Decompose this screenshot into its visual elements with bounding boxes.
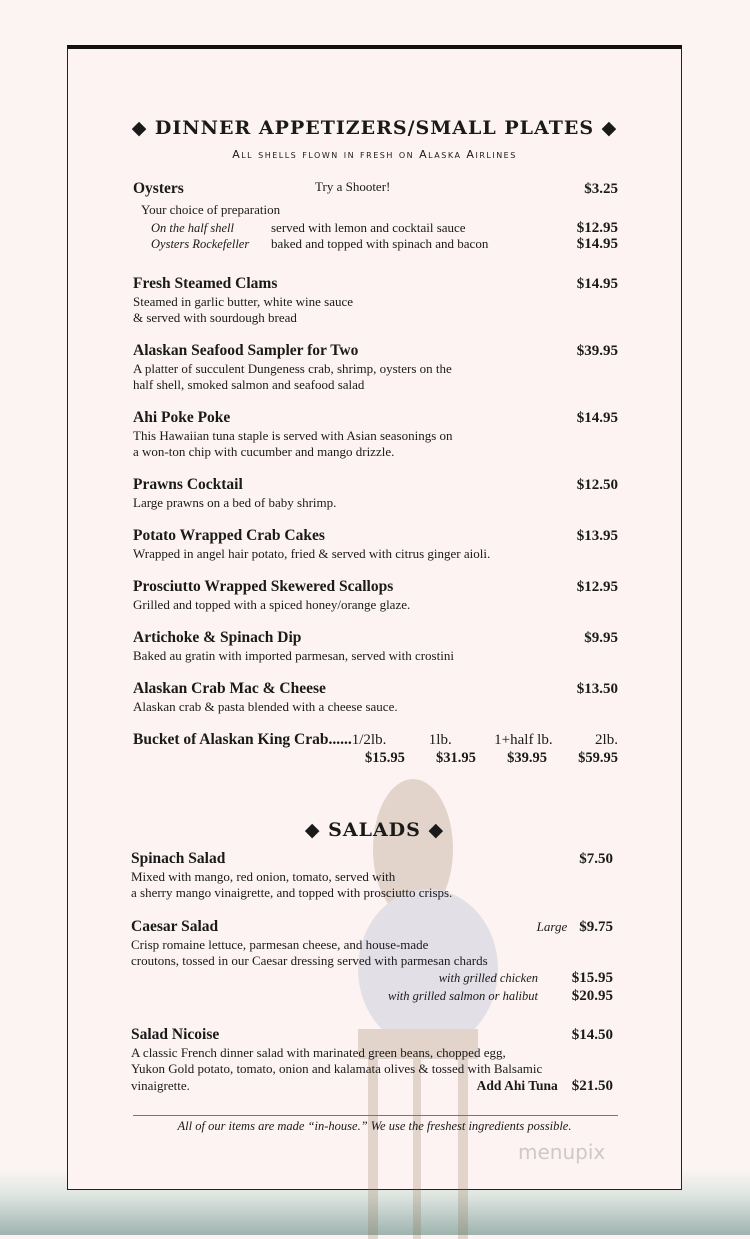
item-name: Prawns Cocktail <box>133 476 243 493</box>
item-name: Bucket of Alaskan King Crab...... <box>133 731 352 748</box>
item-extra-row <box>131 1077 613 1096</box>
item-price: $7.50 <box>579 851 613 867</box>
item-desc: croutons, tossed in our Caesar dressing served with parmesan chards <box>131 953 488 968</box>
item-desc: vinaigrette. <box>131 1078 190 1093</box>
price-group <box>572 1026 613 1045</box>
menu-page <box>67 45 682 1190</box>
item-desc: a won-ton chip with cucumber and mango drizzle. <box>133 444 395 459</box>
item-header <box>131 917 613 937</box>
extra-label: Add Ahi Tuna <box>476 1078 558 1093</box>
addon-label: with grilled salmon or halibut <box>387 989 538 1003</box>
item-price: $9.95 <box>584 630 618 646</box>
item-header <box>133 526 618 546</box>
menu-item <box>133 628 618 664</box>
menu-item <box>131 917 613 1005</box>
item-price: $12.95 <box>576 579 618 595</box>
appetizers-subtitle: All shells flown in fresh on Alaska Airlines <box>232 148 517 161</box>
item-header <box>131 1025 613 1045</box>
option-desc: served with lemon and cocktail sauce <box>271 220 466 235</box>
crab-size: 1/2lb. <box>351 732 387 748</box>
watermark: menupix <box>518 1140 606 1164</box>
addon-row <box>131 969 613 987</box>
item-header <box>133 475 618 495</box>
item-desc: & served with sourdough bread <box>133 310 297 325</box>
item-header <box>133 341 618 361</box>
option-style: On the half shell <box>151 221 234 235</box>
item-desc: Mixed with mango, red onion, tomato, served with <box>131 869 396 884</box>
item-price: $12.50 <box>576 477 618 493</box>
footer-divider <box>133 1115 618 1116</box>
footer-note: All of our items are made “in-house.” We use the freshest ingredients possible. <box>177 1119 572 1133</box>
item-note: Try a Shooter! <box>315 179 391 194</box>
oyster-option <box>133 236 618 252</box>
item-price: $14.50 <box>571 1027 613 1043</box>
item-desc: A platter of succulent Dungeness crab, shrimp, oysters on the <box>133 361 452 376</box>
addon-price: $15.95 <box>571 970 613 986</box>
menu-item <box>131 1025 613 1096</box>
item-price: $14.95 <box>576 276 618 292</box>
item-desc: Crisp romaine lettuce, parmesan cheese, and house-made <box>131 937 429 952</box>
item-name: Potato Wrapped Crab Cakes <box>133 527 325 544</box>
item-header <box>133 577 618 597</box>
item-price: $14.95 <box>576 410 618 426</box>
item-name: Alaskan Crab Mac & Cheese <box>133 680 326 697</box>
item-header <box>133 679 618 699</box>
item-name: Spinach Salad <box>131 850 226 867</box>
addon-price: $20.95 <box>571 988 613 1004</box>
addon-row <box>131 987 613 1005</box>
item-desc: Alaskan crab & pasta blended with a cheese sauce. <box>133 699 398 714</box>
option-desc: baked and topped with spinach and bacon <box>271 236 489 251</box>
item-name: Prosciutto Wrapped Skewered Scallops <box>133 578 394 595</box>
menu-item <box>133 475 618 511</box>
item-header <box>133 274 618 294</box>
menu-item <box>133 274 618 326</box>
menu-item <box>133 526 618 562</box>
item-name: Artichoke & Spinach Dip <box>133 629 302 646</box>
appetizers-heading: ◆ DINNER APPETIZERS/SMALL PLATES ◆ <box>131 117 618 139</box>
item-price: $3.25 <box>584 181 618 197</box>
item-name: Salad Nicoise <box>131 1026 220 1043</box>
item-price: $13.50 <box>576 681 618 697</box>
item-desc: Your choice of preparation <box>141 202 281 217</box>
addon-label: with grilled chicken <box>438 971 538 985</box>
item-desc: Wrapped in angel hair potato, fried & served with citrus ginger aioli. <box>133 546 491 561</box>
menu-item-king-crab-bucket <box>133 730 618 767</box>
item-name: Alaskan Seafood Sampler for Two <box>133 342 359 359</box>
crab-price: $15.95 <box>365 750 405 766</box>
appetizers-list <box>133 179 618 782</box>
option-price: $12.95 <box>576 220 618 236</box>
item-desc: Yukon Gold potato, tomato, onion and kalamata olives & tossed with Balsamic <box>131 1061 543 1076</box>
item-desc: a sherry mango vinaigrette, and topped with prosciutto crisps. <box>131 885 453 900</box>
extra-group <box>477 1077 613 1096</box>
item-price: $39.95 <box>576 343 618 359</box>
menu-item <box>133 408 618 460</box>
crab-price: $31.95 <box>436 750 476 766</box>
item-desc: This Hawaiian tuna staple is served with Asian seasonings on <box>133 428 453 443</box>
crab-size: 1lb. <box>428 732 452 748</box>
oyster-option <box>133 220 618 236</box>
item-header <box>131 849 613 869</box>
item-name: Caesar Salad <box>131 918 219 935</box>
menu-item-oysters <box>133 179 618 252</box>
menu-item <box>133 577 618 613</box>
item-name: Oysters <box>133 180 184 197</box>
item-header <box>133 628 618 648</box>
item-name: Ahi Poke Poke <box>133 409 231 426</box>
option-price: $14.95 <box>576 236 618 252</box>
item-desc: Large prawns on a bed of baby shrimp. <box>133 495 337 510</box>
option-style: Oysters Rockefeller <box>151 237 250 251</box>
item-desc: half shell, smoked salmon and seafood salad <box>133 377 365 392</box>
crab-size: 2lb. <box>595 732 618 748</box>
item-name: Fresh Steamed Clams <box>133 275 278 292</box>
item-price: $9.75 <box>579 919 613 935</box>
extra-price: $21.50 <box>571 1078 613 1094</box>
crab-size: 1+half lb. <box>494 732 553 748</box>
menu-item <box>131 849 613 901</box>
salads-heading: ◆ SALADS ◆ <box>304 819 445 841</box>
price-group <box>537 918 613 937</box>
menu-item <box>133 679 618 715</box>
item-price: $13.95 <box>576 528 618 544</box>
item-desc: A classic French dinner salad with marinated green beans, chopped egg, <box>131 1045 506 1060</box>
menu-item <box>133 341 618 393</box>
item-desc: Steamed in garlic butter, white wine sauce <box>133 294 354 309</box>
salads-list <box>131 849 613 1112</box>
item-size: Large <box>536 919 568 934</box>
price-group <box>579 850 613 869</box>
item-desc: Baked au gratin with imported parmesan, served with crostini <box>133 648 454 663</box>
crab-price: $59.95 <box>578 750 618 766</box>
item-desc: Grilled and topped with a spiced honey/orange glaze. <box>133 597 411 612</box>
item-header <box>133 408 618 428</box>
crab-price: $39.95 <box>507 750 547 766</box>
